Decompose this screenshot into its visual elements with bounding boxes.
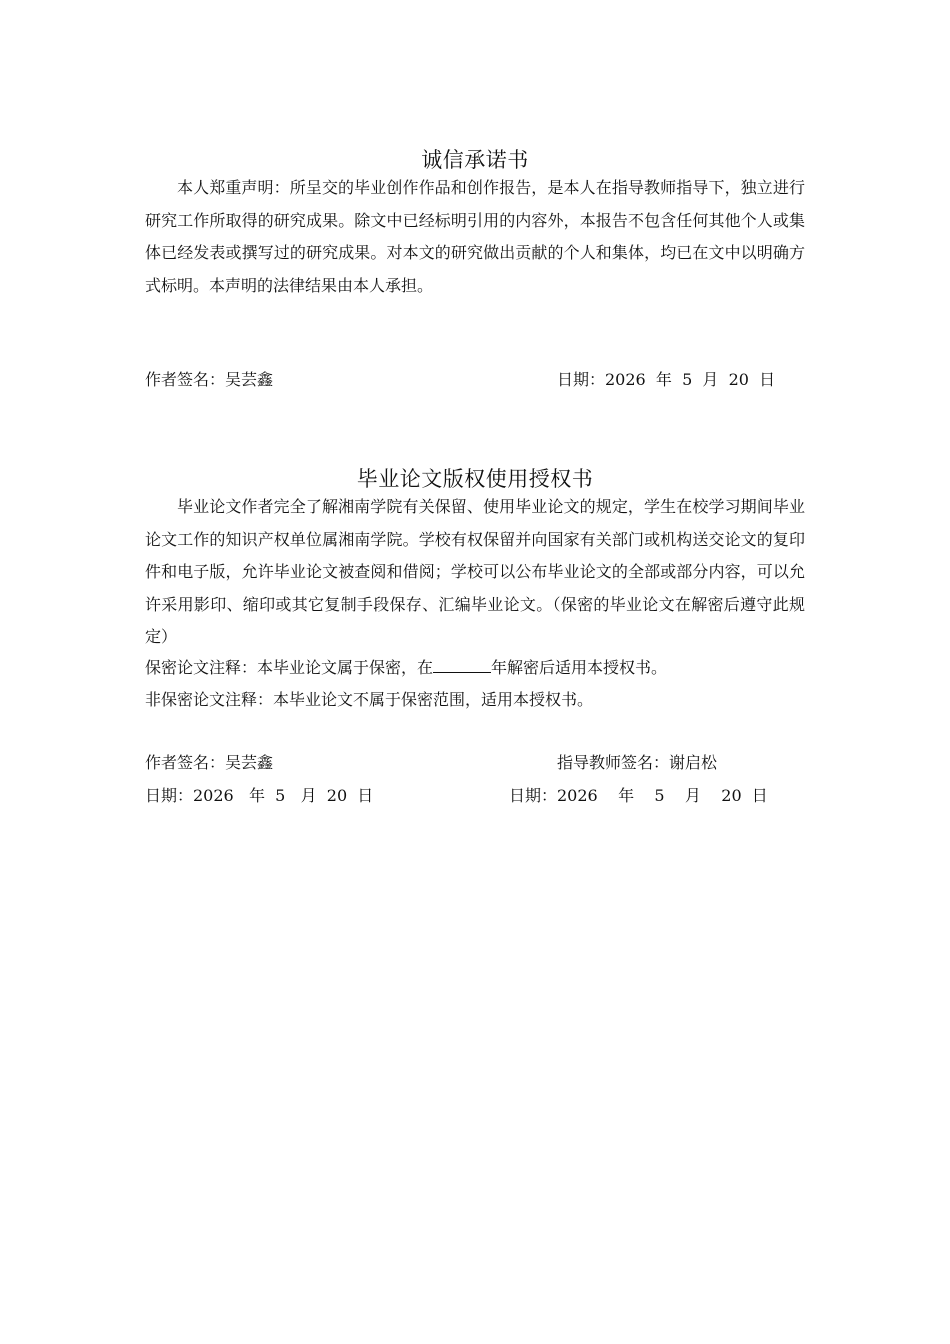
decrypt-year-blank xyxy=(433,658,491,673)
authorization-author-signature: 作者签名：吴芸鑫 xyxy=(145,753,274,772)
nonconfidential-note: 非保密论文注释：本毕业论文不属于保密范围，适用本授权书。 xyxy=(145,690,594,709)
integrity-date: 日期：2026 年 5 月 20 日 xyxy=(557,370,776,389)
integrity-title: 诚信承诺书 xyxy=(421,148,529,172)
authorization-title: 毕业论文版权使用授权书 xyxy=(356,467,594,491)
authorization-advisor-signature: 指导教师签名：谢启松 xyxy=(557,753,718,772)
confidential-note xyxy=(145,657,667,679)
authorization-author-date: 日期：2026 年 5 月 20 日 xyxy=(145,786,374,805)
integrity-body: 本人郑重声明：所呈交的毕业创作作品和创作报告，是本人在指导教师指导下，独立进行研究工作所取得的研究成果。除文中已经标明引用的内容外，本报告不包含任何其他个人或集体已经发表或撰写过的研究成果。对本文的研究做出贡献的个人和集体，均已在文中以明确方式标明。本声明的法律结果由本人承担。 xyxy=(145,178,805,295)
authorization-body: 毕业论文作者完全了解湘南学院有关保留、使用毕业论文的规定，学生在校学习期间毕业论文工作的知识产权单位属湘南学院。学校有权保留并向国家有关部门或机构送交论文的复印件和电子版，允许毕业论文被查阅和借阅；学校可以公布毕业论文的全部或部分内容，可以允许采用影印、缩印或其它复制手段保存、汇编毕业论文。（保密的毕业论文在解密后遵守此规定） xyxy=(145,497,805,646)
confidential-note-prefix: 保密论文注释：本毕业论文属于保密，在 xyxy=(145,658,434,677)
integrity-author-signature: 作者签名：吴芸鑫 xyxy=(145,370,274,389)
authorization-advisor-date: 日期：2026 年 5 月 20 日 xyxy=(509,786,768,805)
confidential-note-suffix: 年解密后适用本授权书。 xyxy=(491,658,668,677)
